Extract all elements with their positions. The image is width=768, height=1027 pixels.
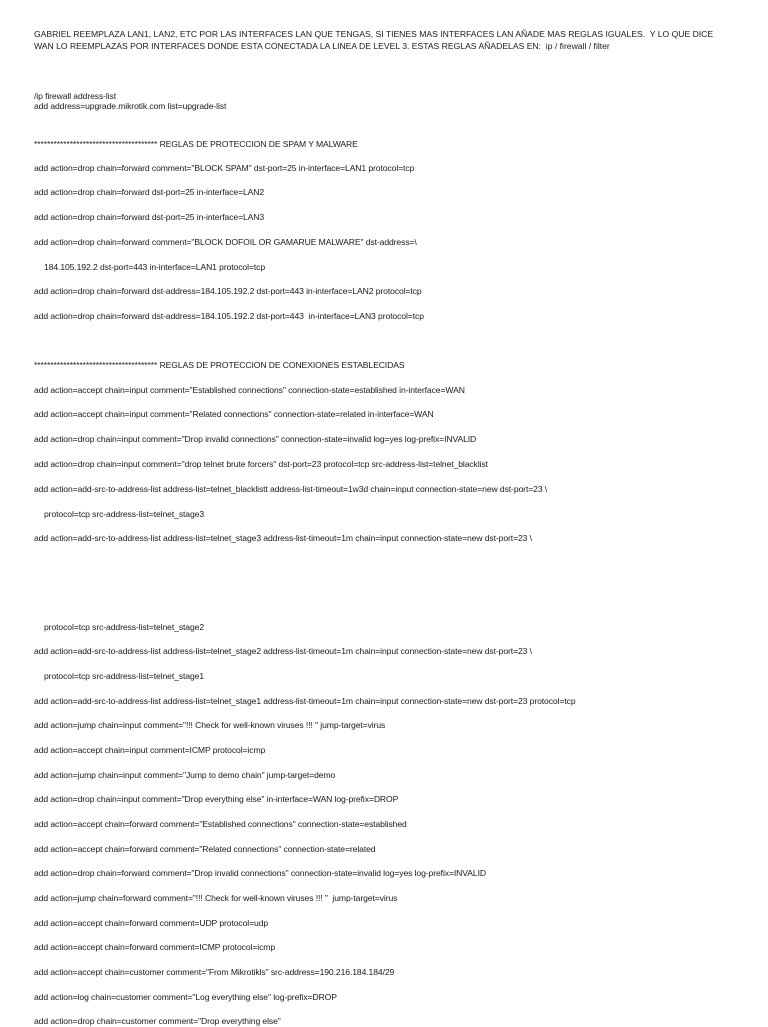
rule-line: add action=accept chain=customer comment="From Mikrotikls" src-address=190.216.184.184/29 — [34, 967, 395, 977]
rule-line: add action=add-src-to-address-list address-list=telnet_stage1 address-list-timeout=1m chain=input connection-state=new dst-port=23 protocol=tcp — [34, 696, 576, 706]
rule-line: add action=accept chain=forward comment="Related connections" connection-state=related — [34, 844, 376, 854]
rule-line: add action=add-src-to-address-list address-list=telnet_stage2 address-list-timeout=1m chain=input connection-state=new dst-port=23 \ — [34, 646, 532, 656]
intro-line: WAN LO REEMPLAZAS POR INTERFACES DONDE ESTA CONECTADA LA LINEA DE LEVEL 3. ESTAS REGLAS AÑADELAS EN: ip / firewall / filter — [34, 41, 610, 51]
address-list-path: /ip firewall address-list — [34, 91, 117, 101]
rule-continuation: protocol=tcp src-address-list=telnet_stage1 — [44, 671, 205, 681]
rule-line: add action=accept chain=forward comment="Established connections" connection-state=established — [34, 819, 407, 829]
rule-line: add action=add-src-to-address-list address-list=telnet_stage3 address-list-timeout=1m chain=input connection-state=new dst-port=23 \ — [34, 533, 532, 543]
address-list-rule: add address=upgrade.mikrotik.com list=upgrade-list — [34, 101, 227, 111]
rule-line: add action=drop chain=customer comment="Drop everything else" — [34, 1016, 281, 1026]
rule-line: add action=drop chain=input comment="Drop invalid connections" connection-state=invalid log=yes log-prefix=INVALID — [34, 434, 477, 444]
rule-line: add action=drop chain=forward comment="BLOCK SPAM" dst-port=25 in-interface=LAN1 protocol=tcp — [34, 163, 415, 173]
rule-continuation: protocol=tcp src-address-list=telnet_stage2 — [44, 622, 205, 632]
rule-line: add action=drop chain=input comment="drop telnet brute forcers" dst-port=23 protocol=tcp src-address-list=telnet_blacklist — [34, 459, 488, 469]
rule-line: add action=jump chain=forward comment="!!! Check for well-known viruses !!! " jump-target=virus — [34, 893, 398, 903]
section-heading-connections: ************************************** REGLAS DE PROTECCION DE CONEXIONES ESTABLECIDAS — [34, 360, 405, 370]
rule-line: add action=accept chain=forward comment=ICMP protocol=icmp — [34, 942, 276, 952]
rule-line: add action=drop chain=forward comment="BLOCK DOFOIL OR GAMARUE MALWARE" dst-address=\ — [34, 237, 417, 247]
rule-line: add action=drop chain=forward dst-port=25 in-interface=LAN3 — [34, 212, 265, 222]
rule-line: add action=drop chain=forward dst-address=184.105.192.2 dst-port=443 in-interface=LAN3 protocol=tcp — [34, 311, 424, 321]
rule-continuation: protocol=tcp src-address-list=telnet_stage3 — [44, 509, 205, 519]
rule-line: add action=drop chain=forward dst-address=184.105.192.2 dst-port=443 in-interface=LAN2 protocol=tcp — [34, 286, 422, 296]
rule-line: add action=log chain=customer comment="Log everything else" log-prefix=DROP — [34, 992, 337, 1002]
section-heading-spam: ************************************** REGLAS DE PROTECCION DE SPAM Y MALWARE — [34, 139, 358, 149]
intro-note — [34, 28, 734, 52]
rule-continuation: 184.105.192.2 dst-port=443 in-interface=LAN1 protocol=tcp — [44, 262, 265, 272]
rule-line: add action=jump chain=input comment="Jump to demo chain" jump-target=demo — [34, 770, 336, 780]
rule-line: add action=accept chain=forward comment=UDP protocol=udp — [34, 918, 269, 928]
rule-line: add action=drop chain=forward comment="Drop invalid connections" connection-state=invalid log=yes log-prefix=INVALID — [34, 868, 486, 878]
rule-line: add action=accept chain=input comment="Established connections" connection-state=established in-interface=WAN — [34, 385, 465, 395]
rule-line: add action=add-src-to-address-list address-list=telnet_blacklistt address-list-timeout=1w3d chain=input connection-state=new dst-port=23 \ — [34, 484, 548, 494]
rule-line: add action=jump chain=input comment="!!! Check for well-known viruses !!! " jump-target=virus — [34, 720, 386, 730]
rule-line: add action=accept chain=input comment=ICMP protocol=icmp — [34, 745, 266, 755]
rule-line: add action=accept chain=input comment="Related connections" connection-state=related in-interface=WAN — [34, 409, 434, 419]
intro-line: GABRIEL REEMPLAZA LAN1, LAN2, ETC POR LAS INTERFACES LAN QUE TENGAS, SI TIENES MAS INTERFACES LAN AÑADE MAS REGLAS IGUALES. Y LO QUE DICE — [34, 29, 714, 39]
rule-line: add action=drop chain=input comment="Drop everything else" in-interface=WAN log-prefix=DROP — [34, 794, 399, 804]
rule-line: add action=drop chain=forward dst-port=25 in-interface=LAN2 — [34, 187, 265, 197]
